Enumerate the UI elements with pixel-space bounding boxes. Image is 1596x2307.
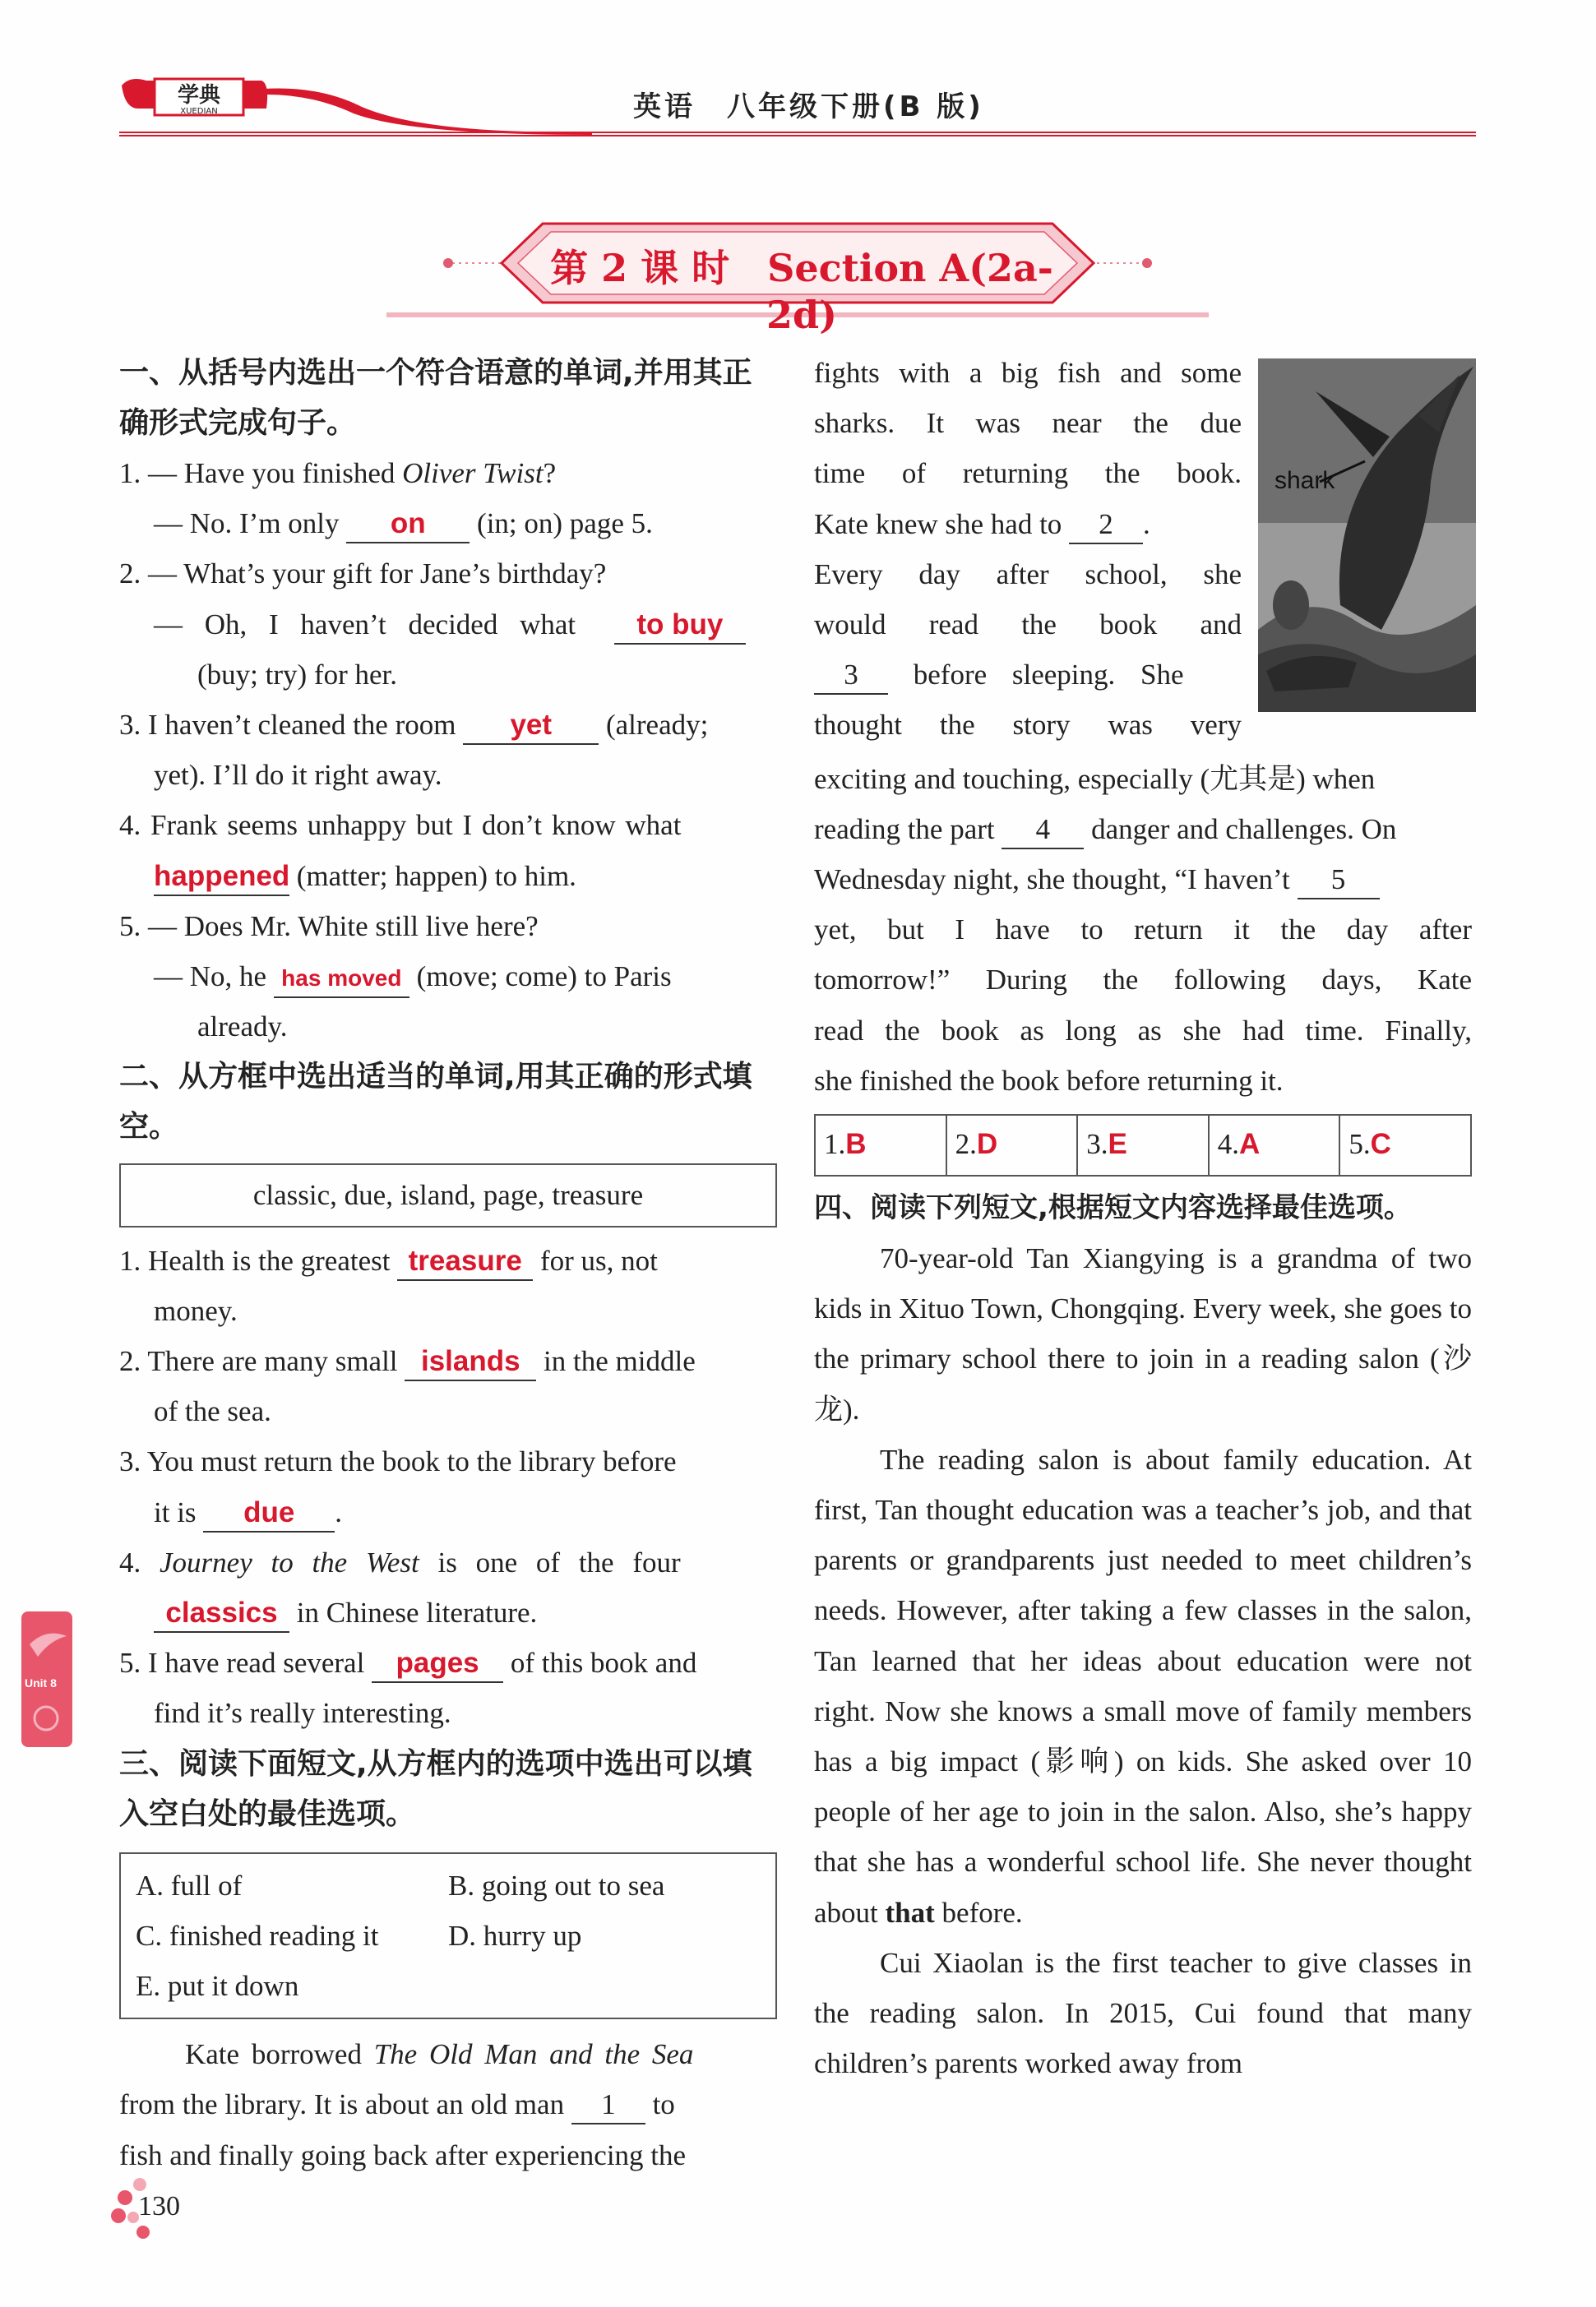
rp-line-12: yet, but I have to return it the day after <box>814 913 1472 946</box>
rp-line-9: exciting and touching, especially (尤其是) when <box>814 762 1376 795</box>
page-number: 130 <box>138 2191 180 2221</box>
left-column <box>119 348 777 2180</box>
answer-pages[interactable]: pages <box>372 1645 503 1683</box>
blank-3[interactable]: 3 <box>814 657 888 695</box>
rp-line-13: tomorrow!” During the following days, Kate <box>814 964 1472 996</box>
part2-heading: 二、从方框中选出适当的单词,用其正确的形式填空。 <box>119 1060 752 1144</box>
q1-1-answer-line: — No. I’m only on (in; on) page 5. <box>119 498 777 548</box>
word-box: classic, due, island, page, treasure <box>119 1163 777 1227</box>
part4-heading: 四、阅读下列短文,根据短文内容选择最佳选项。 <box>814 1191 1412 1225</box>
rp-line-2: sharks. It was near the due <box>814 407 1242 440</box>
answer-cell-3: 3.E <box>1078 1116 1210 1175</box>
logo-en: XUEDIAN <box>180 107 218 116</box>
q1-2: 2. — What’s your gift for Jane’s birthday? <box>119 557 607 590</box>
blank-5[interactable]: 5 <box>1298 862 1380 899</box>
answer-cell-5: 5.C <box>1349 1128 1391 1161</box>
answer-cell-4: 4.A <box>1210 1116 1341 1175</box>
option-c: C. finished reading it <box>136 1919 379 1952</box>
answer-on[interactable]: on <box>346 506 470 543</box>
answer-islands[interactable]: islands <box>405 1343 536 1381</box>
rp-line-5: Every day after school, she <box>814 557 1242 590</box>
part4-para-2: The reading salon is about family education. At first, Tan thought education was a teacher’s job, and that parents or grandparents just needed to meet children’s needs. However, after taking a few classes in the salon, Tan learned that her ideas about education were not right. Now she knows a small move of family members has a big impact (影响) on kids. She asked over 10 people of her age to join in the salon. Also, she’s happy that she has a wonderful school life. She never thought about that before. <box>814 1443 1472 1929</box>
q2-1: 1. Health is the greatest treasure for us, not <box>119 1236 777 1286</box>
rp-line-8: thought the story was very <box>814 709 1242 742</box>
part1-heading: 一、从括号内选出一个符合语意的单词,并用其正确形式完成句子。 <box>119 356 752 440</box>
part3-heading: 三、阅读下面短文,从方框内的选项中选出可以填入空白处的最佳选项。 <box>119 1746 752 1831</box>
rp-line-7: 3 before sleeping. She <box>814 650 1242 700</box>
part4-para-1: 70-year-old Tan Xiangying is a grandma of two kids in Xituo Town, Chongqing. Every week, she goes to the primary school there to join in a reading salon (沙龙). <box>814 1242 1472 1426</box>
q1-2-answer-line: — Oh, I haven’t decided what to buy <box>119 599 777 650</box>
q1-5-cont: already. <box>197 1010 288 1043</box>
q1-2-cont: (buy; try) for her. <box>197 658 397 691</box>
answer-to-buy[interactable]: to buy <box>614 607 746 645</box>
options-box <box>119 1852 777 2020</box>
q1-5: 5. — Does Mr. White still live here? <box>119 909 539 942</box>
shark-label: shark <box>1274 467 1335 494</box>
blank-4[interactable]: 4 <box>1002 811 1084 849</box>
rp-line-11: Wednesday night, she thought, “I haven’t 5 <box>814 854 1472 904</box>
header-swoosh <box>247 82 592 135</box>
logo-cn: 学典 <box>177 83 221 108</box>
passage-line-1: Kate borrowed The Old Man and the Sea <box>185 2038 694 2071</box>
answer-cell-1: 1.B <box>816 1116 947 1175</box>
part4-para-3: Cui Xiaolan is the first teacher to give classes in the reading salon. In 2015, Cui found that many children’s parents worked away from <box>814 1946 1472 2080</box>
right-column <box>814 348 1472 2089</box>
rp-line-4: Kate knew she had to 2 . <box>814 499 1242 549</box>
q2-1-cont: money. <box>154 1294 238 1327</box>
q2-5-cont: find it’s really interesting. <box>154 1697 451 1730</box>
passage-line-2: from the library. It is about an old man 1 to <box>119 2079 777 2129</box>
answer-cell-2: 2.D <box>947 1116 1079 1175</box>
unit-tab <box>21 1611 72 1747</box>
header-subject: 英语 八年级下册(B 版) <box>633 90 984 123</box>
q2-5: 5. I have read several pages of this book and <box>119 1638 777 1688</box>
q2-3: 3. You must return the book to the library before <box>119 1445 677 1478</box>
blank-1[interactable]: 1 <box>571 2087 645 2124</box>
option-d: D. hurry up <box>448 1919 582 1952</box>
rp-line-10: reading the part 4 danger and challenges. On <box>814 804 1472 854</box>
unit-tab-label: Unit 8 <box>25 1676 57 1690</box>
q1-3: 3. I haven’t cleaned the room yet (already; <box>119 700 777 750</box>
lesson-title: 第 2 课 时 Section A(2a-2d) <box>550 246 1053 337</box>
answer-has-moved[interactable]: has moved <box>274 960 409 998</box>
rp-line-14: read the book as long as she had time. Finally, <box>814 1014 1472 1047</box>
answer-treasure[interactable]: treasure <box>397 1243 533 1281</box>
answer-yet[interactable]: yet <box>463 707 599 745</box>
q1-4: 4. Frank seems unhappy but I don’t know what <box>119 809 682 842</box>
option-e: E. put it down <box>136 1970 299 2003</box>
answer-happened[interactable]: happened <box>154 858 289 896</box>
answer-table <box>814 1114 1472 1177</box>
rp-line-3: time of returning the book. <box>814 457 1242 490</box>
q2-4-answer-line: classics in Chinese literature. <box>119 1588 777 1638</box>
answer-classics[interactable]: classics <box>154 1595 289 1633</box>
passage-line-3: fish and finally going back after experiencing the <box>119 2138 687 2171</box>
q1-3-cont: yet). I’ll do it right away. <box>154 759 442 792</box>
answer-due[interactable]: due <box>203 1495 335 1533</box>
q1-4-answer-line: happened (matter; happen) to him. <box>119 851 777 901</box>
q2-4: 4. Journey to the West is one of the four <box>119 1546 681 1579</box>
rp-line-6: would read the book and <box>814 608 1242 641</box>
option-a: A. full of <box>136 1869 243 1902</box>
rp-line-1: fights with a big fish and some <box>814 357 1242 389</box>
option-b: B. going out to sea <box>448 1869 665 1902</box>
q1-5-answer-line: — No, he has moved (move; come) to Paris <box>119 951 777 1001</box>
q2-2-cont: of the sea. <box>154 1395 271 1428</box>
q2-3-answer-line: it is due . <box>119 1487 777 1537</box>
rp-line-15: she finished the book before returning it. <box>814 1064 1284 1097</box>
q2-2: 2. There are many small islands in the middle <box>119 1336 777 1386</box>
blank-2[interactable]: 2 <box>1069 506 1143 544</box>
q1-1: 1. — Have you finished Oliver Twist? <box>119 457 557 489</box>
